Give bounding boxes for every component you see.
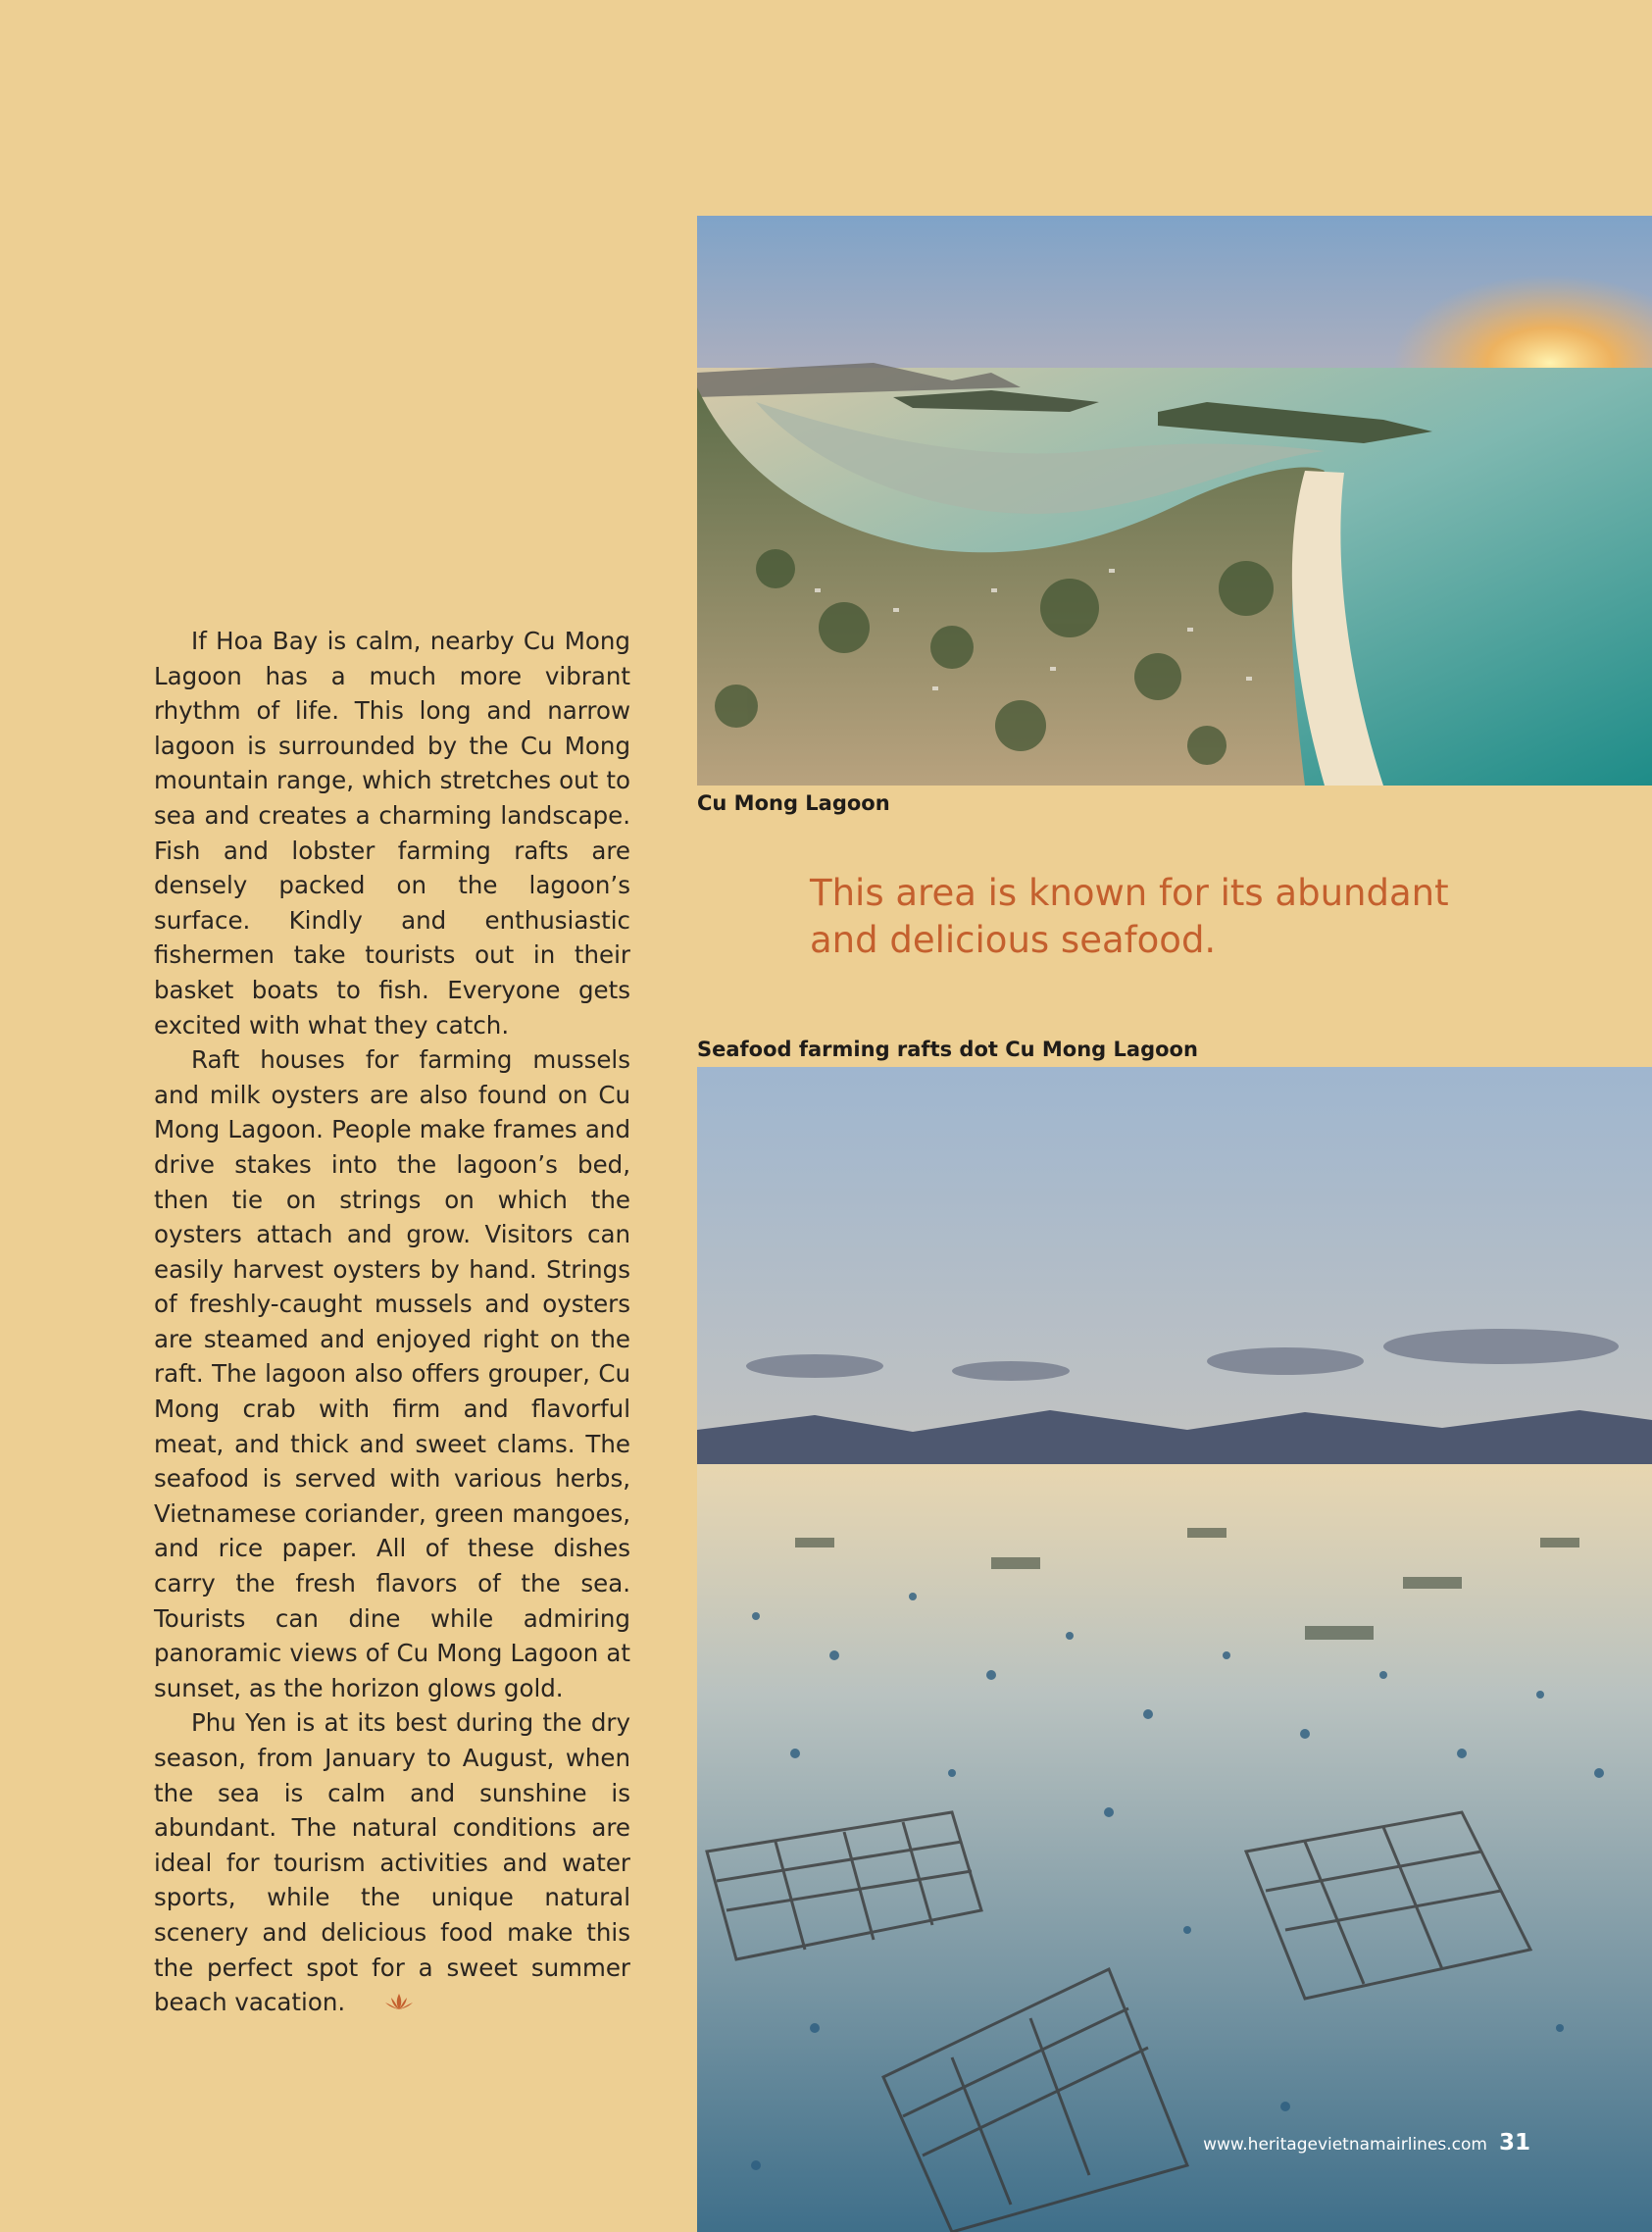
cu-mong-lagoon-photo [697, 216, 1652, 786]
top-photo-caption: Cu Mong Lagoon [697, 791, 890, 815]
article-body [154, 624, 630, 2021]
paragraph-3 [154, 1705, 630, 2021]
page-footer [1203, 2130, 1530, 2156]
paragraph-2: Raft houses for farming mussels and milk oysters are also found on Cu Mong Lagoon. People make frames and drive stakes into the lagoon’s bed, then tie on strings on which the oysters attach and grow. Visitors can easily harvest oysters by hand. Strings of freshly-caught mussels and oysters are steamed and enjoyed right on the raft. The lagoon also offers grouper, Cu Mong crab with firm and flavorful meat, and thick and sweet clams. The seafood is served with various herbs, Vietnamese coriander, green mangoes, and rice paper. All of these dishes carry the fresh flavors of the sea. Tourists can dine while admiring panoramic views of Cu Mong Lagoon at sunset, as the horizon glows gold. [154, 1045, 630, 1702]
paragraph-3-text: Phu Yen is at its best during the dry season, from January to August, when the sea is calm and sunshine is abundant. The natural conditions are ideal for tourism activities and water sports, while the unique natural scenery and delicious food make this the perfect spot for a sweet summer beach vacation. [154, 1708, 630, 2017]
bottom-photo-caption: Seafood farming rafts dot Cu Mong Lagoon [697, 1038, 1198, 1061]
paragraph-1: If Hoa Bay is calm, nearby Cu Mong Lagoon has a much more vibrant rhythm of life. This long and narrow lagoon is surrounded by the Cu Mong mountain range, which stretches out to sea and creates a charming landscape. Fish and lobster farming rafts are densely packed on the lagoon’s surface. Kindly and enthusiastic fishermen take tourists out in their basket boats to fish. Everyone gets excited with what they catch. [154, 627, 630, 1040]
pull-quote: This area is known for its abundant and delicious seafood. [810, 872, 1449, 961]
seafood-rafts-photo [697, 1067, 1652, 2232]
lotus-icon [347, 1986, 414, 2021]
footer-url[interactable]: www.heritagevietnamairlines.com [1203, 2135, 1487, 2155]
page-number: 31 [1498, 2130, 1530, 2156]
